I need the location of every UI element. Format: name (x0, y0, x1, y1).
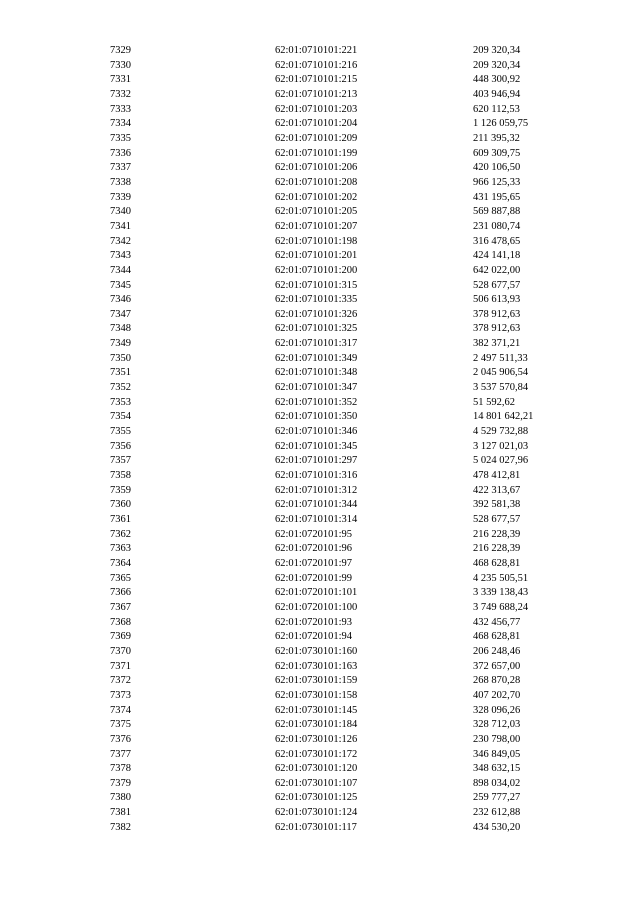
row-number-cell: 7340 (110, 206, 131, 218)
table-row (110, 117, 573, 132)
cadastral-number-cell: 62:01:0720101:95 (275, 528, 353, 540)
cadastral-number-cell: 62:01:0710101:199 (275, 147, 358, 159)
cadastral-number-cell: 62:01:0720101:93 (275, 616, 353, 628)
cadastral-value-cell: 407 202,70 (473, 689, 521, 701)
cadastral-value-cell: 346 849,05 (473, 748, 521, 760)
cadastral-number-cell: 62:01:0710101:209 (275, 132, 358, 144)
cadastral-number-cell: 62:01:0710101:348 (275, 367, 358, 379)
table-row (110, 572, 573, 587)
cadastral-value-cell: 206 248,46 (473, 645, 521, 657)
cadastral-number-cell: 62:01:0730101:158 (275, 689, 358, 701)
row-number-cell: 7350 (110, 352, 131, 364)
cadastral-number-cell: 62:01:0710101:198 (275, 235, 358, 247)
row-number-cell: 7363 (110, 543, 131, 555)
cadastral-value-cell: 528 677,57 (473, 279, 521, 291)
table-row (110, 88, 573, 103)
row-number-cell: 7336 (110, 147, 131, 159)
cadastral-value-cell: 4 529 732,88 (473, 426, 529, 438)
table-row (110, 176, 573, 191)
cadastral-value-cell: 642 022,00 (473, 264, 521, 276)
table-row (110, 73, 573, 88)
table-row (110, 220, 573, 235)
cadastral-number-cell: 62:01:0710101:221 (275, 45, 358, 56)
cadastral-value-cell: 431 195,65 (473, 191, 521, 203)
cadastral-number-cell: 62:01:0710101:350 (275, 411, 358, 423)
row-number-cell: 7347 (110, 308, 131, 320)
cadastral-number-cell: 62:01:0720101:96 (275, 543, 353, 555)
table-row (110, 484, 573, 499)
row-number-cell: 7341 (110, 220, 131, 232)
table-row (110, 147, 573, 162)
cadastral-number-cell: 62:01:0710101:204 (275, 118, 358, 130)
cadastral-number-cell: 62:01:0710101:347 (275, 382, 358, 394)
cadastral-value-cell: 420 106,50 (473, 162, 521, 174)
cadastral-value-table (110, 44, 573, 835)
row-number-cell: 7380 (110, 792, 131, 804)
cadastral-number-cell: 62:01:0710101:335 (275, 294, 358, 306)
table-row (110, 161, 573, 176)
table-row (110, 396, 573, 411)
cadastral-value-cell: 382 371,21 (473, 338, 521, 350)
cadastral-value-cell: 468 628,81 (473, 557, 521, 569)
cadastral-value-cell: 216 228,39 (473, 543, 521, 555)
cadastral-number-cell: 62:01:0710101:201 (275, 250, 358, 262)
row-number-cell: 7351 (110, 367, 131, 379)
cadastral-number-cell: 62:01:0730101:172 (275, 748, 358, 760)
row-number-cell: 7381 (110, 807, 131, 819)
cadastral-number-cell: 62:01:0710101:344 (275, 499, 358, 511)
cadastral-number-cell: 62:01:0710101:325 (275, 323, 358, 335)
row-number-cell: 7335 (110, 132, 131, 144)
cadastral-number-cell: 62:01:0710101:315 (275, 279, 358, 291)
row-number-cell: 7359 (110, 484, 131, 496)
cadastral-value-cell: 422 313,67 (473, 484, 521, 496)
table-row (110, 821, 573, 836)
cadastral-number-cell: 62:01:0710101:213 (275, 88, 358, 100)
cadastral-value-cell: 392 581,38 (473, 499, 521, 511)
cadastral-value-cell: 528 677,57 (473, 514, 521, 525)
table-row (110, 308, 573, 323)
row-number-cell: 7361 (110, 514, 131, 525)
cadastral-value-cell: 378 912,63 (473, 323, 521, 335)
row-number-cell: 7372 (110, 675, 131, 687)
cadastral-number-cell: 62:01:0710101:316 (275, 470, 358, 482)
cadastral-number-cell: 62:01:0710101:346 (275, 426, 358, 438)
cadastral-number-cell: 62:01:0710101:345 (275, 440, 358, 452)
row-number-cell: 7352 (110, 382, 131, 394)
table-row (110, 337, 573, 352)
row-number-cell: 7349 (110, 338, 131, 350)
table-row (110, 264, 573, 279)
cadastral-value-cell: 231 080,74 (473, 220, 521, 232)
cadastral-number-cell: 62:01:0710101:215 (275, 74, 358, 86)
cadastral-number-cell: 62:01:0720101:101 (275, 587, 358, 599)
cadastral-number-cell: 62:01:0710101:349 (275, 352, 358, 364)
row-number-cell: 7344 (110, 264, 131, 276)
table-row (110, 791, 573, 806)
cadastral-value-cell: 3 749 688,24 (473, 601, 529, 613)
cadastral-number-cell: 62:01:0730101:125 (275, 792, 358, 804)
cadastral-value-cell: 1 126 059,75 (473, 118, 529, 130)
table-row (110, 806, 573, 821)
cadastral-number-cell: 62:01:0730101:145 (275, 704, 358, 716)
cadastral-value-cell: 2 045 906,54 (473, 367, 529, 379)
cadastral-value-cell: 620 112,53 (473, 103, 520, 115)
table-row (110, 748, 573, 763)
cadastral-number-cell: 62:01:0730101:160 (275, 645, 358, 657)
table-row (110, 469, 573, 484)
cadastral-value-cell: 434 530,20 (473, 821, 521, 833)
cadastral-number-cell: 62:01:0710101:203 (275, 103, 358, 115)
cadastral-number-cell: 62:01:0730101:117 (275, 821, 357, 833)
row-number-cell: 7353 (110, 396, 131, 408)
cadastral-value-cell: 209 320,34 (473, 45, 521, 56)
cadastral-value-cell: 506 613,93 (473, 294, 521, 306)
cadastral-number-cell: 62:01:0710101:297 (275, 455, 358, 467)
row-number-cell: 7330 (110, 59, 131, 71)
cadastral-number-cell: 62:01:0720101:100 (275, 601, 358, 613)
row-number-cell: 7378 (110, 763, 131, 775)
cadastral-value-cell: 966 125,33 (473, 176, 521, 188)
table-row (110, 704, 573, 719)
table-row (110, 454, 573, 469)
row-number-cell: 7365 (110, 572, 131, 584)
row-number-cell: 7369 (110, 631, 131, 643)
cadastral-value-cell: 14 801 642,21 (473, 411, 534, 423)
table-row (110, 279, 573, 294)
row-number-cell: 7373 (110, 689, 131, 701)
row-number-cell: 7348 (110, 323, 131, 335)
table-row (110, 410, 573, 425)
row-number-cell: 7362 (110, 528, 131, 540)
cadastral-value-cell: 448 300,92 (473, 74, 521, 86)
cadastral-value-cell: 209 320,34 (473, 59, 521, 71)
table-row (110, 44, 573, 59)
row-number-cell: 7342 (110, 235, 131, 247)
cadastral-value-cell: 328 712,03 (473, 719, 521, 731)
cadastral-number-cell: 62:01:0710101:317 (275, 338, 358, 350)
cadastral-number-cell: 62:01:0710101:208 (275, 176, 358, 188)
cadastral-number-cell: 62:01:0710101:207 (275, 220, 358, 232)
row-number-cell: 7331 (110, 74, 131, 86)
table-row (110, 733, 573, 748)
cadastral-value-cell: 2 497 511,33 (473, 352, 528, 364)
cadastral-value-cell: 268 870,28 (473, 675, 521, 687)
row-number-cell: 7368 (110, 616, 131, 628)
cadastral-value-cell: 424 141,18 (473, 250, 521, 262)
row-number-cell: 7376 (110, 733, 131, 745)
cadastral-number-cell: 62:01:0730101:159 (275, 675, 358, 687)
row-number-cell: 7356 (110, 440, 131, 452)
cadastral-number-cell: 62:01:0710101:206 (275, 162, 358, 174)
cadastral-value-cell: 372 657,00 (473, 660, 521, 672)
table-row (110, 528, 573, 543)
cadastral-value-cell: 378 912,63 (473, 308, 521, 320)
cadastral-number-cell: 62:01:0720101:97 (275, 557, 353, 569)
table-row (110, 630, 573, 645)
table-row (110, 132, 573, 147)
table-row (110, 352, 573, 367)
cadastral-value-cell: 3 127 021,03 (473, 440, 529, 452)
cadastral-number-cell: 62:01:0730101:124 (275, 807, 358, 819)
cadastral-number-cell: 62:01:0720101:94 (275, 631, 353, 643)
row-number-cell: 7358 (110, 470, 131, 482)
cadastral-value-cell: 468 628,81 (473, 631, 521, 643)
cadastral-number-cell: 62:01:0710101:312 (275, 484, 358, 496)
table-row (110, 440, 573, 455)
row-number-cell: 7332 (110, 88, 131, 100)
row-number-cell: 7357 (110, 455, 131, 467)
cadastral-number-cell: 62:01:0710101:202 (275, 191, 358, 203)
cadastral-value-cell: 230 798,00 (473, 733, 521, 745)
cadastral-number-cell: 62:01:0730101:126 (275, 733, 358, 745)
table-row (110, 249, 573, 264)
cadastral-value-cell: 232 612,88 (473, 807, 521, 819)
row-number-cell: 7354 (110, 411, 131, 423)
table-row (110, 718, 573, 733)
table-row (110, 777, 573, 792)
table-row (110, 191, 573, 206)
table-body (110, 44, 573, 835)
table-row (110, 103, 573, 118)
cadastral-value-cell: 211 395,32 (473, 132, 520, 144)
row-number-cell: 7379 (110, 777, 131, 789)
table-row (110, 542, 573, 557)
row-number-cell: 7355 (110, 426, 131, 438)
cadastral-value-cell: 3 537 570,84 (473, 382, 529, 394)
table-row (110, 425, 573, 440)
cadastral-number-cell: 62:01:0710101:326 (275, 308, 358, 320)
cadastral-value-cell: 4 235 505,51 (473, 572, 529, 584)
table-row (110, 59, 573, 74)
table-row (110, 322, 573, 337)
row-number-cell: 7345 (110, 279, 131, 291)
row-number-cell: 7337 (110, 162, 131, 174)
row-number-cell: 7334 (110, 118, 131, 130)
cadastral-number-cell: 62:01:0710101:216 (275, 59, 358, 71)
table-row (110, 205, 573, 220)
cadastral-value-cell: 259 777,27 (473, 792, 521, 804)
table-row (110, 235, 573, 250)
table-row (110, 586, 573, 601)
table-row (110, 557, 573, 572)
row-number-cell: 7367 (110, 601, 131, 613)
table-row (110, 498, 573, 513)
cadastral-value-cell: 5 024 027,96 (473, 455, 529, 467)
row-number-cell: 7370 (110, 645, 131, 657)
cadastral-number-cell: 62:01:0730101:163 (275, 660, 358, 672)
table-row (110, 645, 573, 660)
row-number-cell: 7366 (110, 587, 131, 599)
table-row (110, 601, 573, 616)
row-number-cell: 7346 (110, 294, 131, 306)
cadastral-number-cell: 62:01:0710101:205 (275, 206, 358, 218)
table-row (110, 674, 573, 689)
table-row (110, 660, 573, 675)
cadastral-value-cell: 216 228,39 (473, 528, 521, 540)
cadastral-number-cell: 62:01:0720101:99 (275, 572, 353, 584)
cadastral-value-cell: 51 592,62 (473, 396, 515, 408)
row-number-cell: 7343 (110, 250, 131, 262)
row-number-cell: 7371 (110, 660, 131, 672)
row-number-cell: 7364 (110, 557, 131, 569)
cadastral-number-cell: 62:01:0710101:200 (275, 264, 358, 276)
cadastral-value-cell: 3 339 138,43 (473, 587, 529, 599)
row-number-cell: 7382 (110, 821, 131, 833)
row-number-cell: 7333 (110, 103, 131, 115)
cadastral-value-cell: 898 034,02 (473, 777, 521, 789)
row-number-cell: 7338 (110, 176, 131, 188)
table-row (110, 616, 573, 631)
row-number-cell: 7374 (110, 704, 131, 716)
cadastral-value-cell: 432 456,77 (473, 616, 521, 628)
table-row (110, 689, 573, 704)
cadastral-value-cell: 569 887,88 (473, 206, 521, 218)
table-row (110, 513, 573, 528)
cadastral-value-cell: 609 309,75 (473, 147, 521, 159)
row-number-cell: 7329 (110, 45, 131, 56)
cadastral-value-cell: 328 096,26 (473, 704, 521, 716)
table-row (110, 381, 573, 396)
cadastral-value-cell: 348 632,15 (473, 763, 521, 775)
cadastral-value-cell: 403 946,94 (473, 88, 521, 100)
row-number-cell: 7375 (110, 719, 131, 731)
table-row (110, 366, 573, 381)
row-number-cell: 7339 (110, 191, 131, 203)
cadastral-number-cell: 62:01:0730101:120 (275, 763, 358, 775)
cadastral-number-cell: 62:01:0710101:314 (275, 514, 358, 525)
cadastral-value-cell: 316 478,65 (473, 235, 521, 247)
cadastral-number-cell: 62:01:0710101:352 (275, 396, 358, 408)
table-row (110, 293, 573, 308)
row-number-cell: 7377 (110, 748, 131, 760)
cadastral-number-cell: 62:01:0730101:107 (275, 777, 358, 789)
row-number-cell: 7360 (110, 499, 131, 511)
table-row (110, 762, 573, 777)
cadastral-value-cell: 478 412,81 (473, 470, 521, 482)
cadastral-number-cell: 62:01:0730101:184 (275, 719, 358, 731)
